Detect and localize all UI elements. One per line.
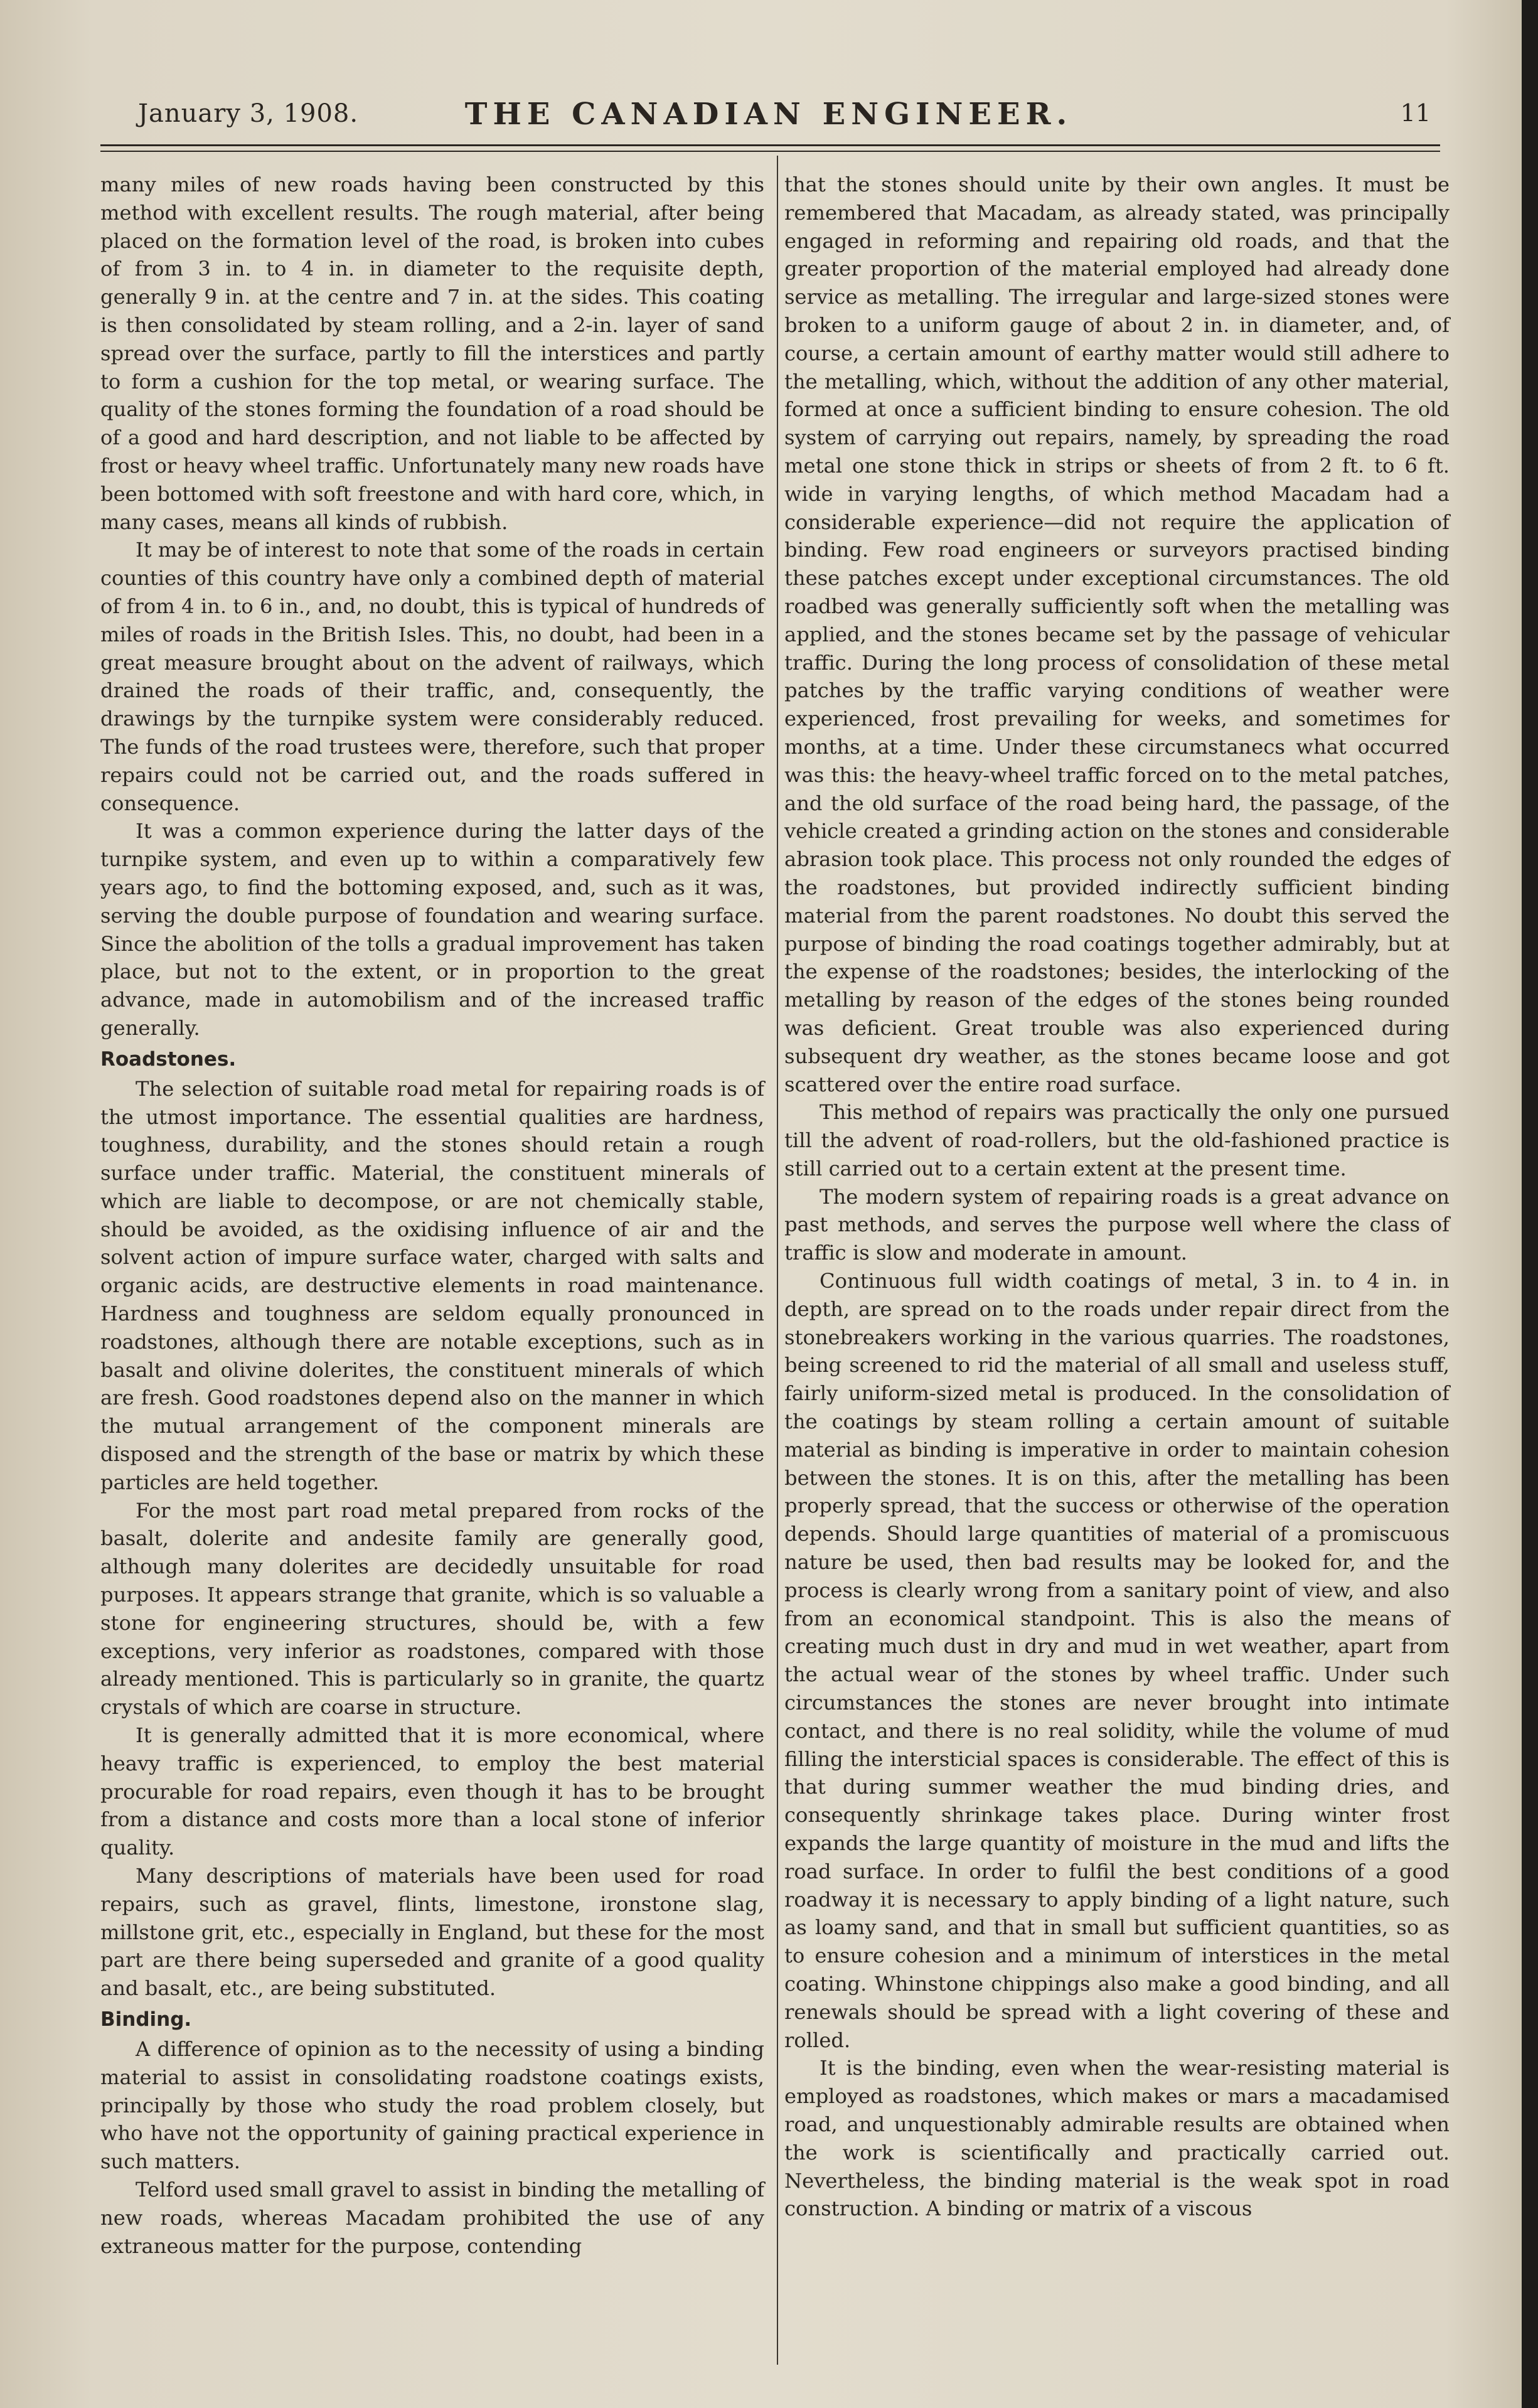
header-rule-secondary <box>100 151 1440 152</box>
paragraph: It was a common experience during the latter days of the turnpike system, and even up to within a comparatively few years ago, to find the bottoming exposed, and, such as it was, serving the double purpose of foundation and wearing surface. Since the abolition of the tolls a gradual improvement has taken place, but not to the extent, or in proportion to the great advance, made in automobilism and of the increased traffic generally. <box>100 819 764 1040</box>
left-column <box>100 171 764 2260</box>
paragraph: A difference of opinion as to the necessity of using a binding material to assist in consolidating roadstone coatings exists, principally by those who study the road problem closely, but who have not the opportunity of gaining practical experience in such matters. <box>100 2037 764 2174</box>
paragraph: The selection of suitable road metal for repairing roads is of the utmost importance. The essential qualities are hardness, toughness, durability, and the stones should retain a rough surface under traffic. Material, the constituent minerals of which are liable to decompose, or are not chemically stable, should be avoided, as the oxidising influence of air and the solvent action of impure surface water, charged with salts and organic acids, are destructive elements in road maintenance. Hardness and toughness are seldom equally pronounced in roadstones, although there are notable exceptions, such as in basalt and olivine dolerites, the constituent minerals of which are fresh. Good roadstones depend also on the manner in which the mutual arrangement of the component minerals are disposed and the strength of the base or matrix by which these particles are held together. <box>100 1076 764 1494</box>
page-edge <box>1522 0 1538 2408</box>
right-column <box>784 171 1450 2223</box>
paragraph: It may be of interest to note that some of the roads in certain counties of this country have only a combined depth of material of from 4 in. to 6 in., and, no doubt, this is typical of hundreds of miles of roads in the British Isles. This, no doubt, had been in a great measure brought about on the advent of railways, which drained the roads of their traffic, and, consequently, the drawings by the turnpike system were considerably reduced. The funds of the road trustees were, therefore, such that proper repairs could not be carried out, and the roads suffered in consequence. <box>100 538 764 815</box>
page-number: 11 <box>1400 99 1431 127</box>
header-rule <box>100 144 1440 146</box>
section-heading-roadstones: Roadstones. <box>100 1047 237 1071</box>
publication-title: THE CANADIAN ENGINEER. <box>464 97 1073 132</box>
section-heading-binding: Binding. <box>100 2008 192 2031</box>
paragraph: that the stones should unite by their own angles. It must be remembered that Macadam, as already stated, was principally engaged in reforming and repairing old roads, and that the greater proportion of the material employed had already done service as metalling. The irregular and large-sized stones were broken to a uniform gauge of about 2 in. in diameter, and, of course, a certain amount of earthy matter would still adhere to the metalling, which, without the addition of any other material, formed at once a sufficient binding to ensure cohesion. The old system of carrying out repairs, namely, by spreading the road metal one stone thick in strips or sheets of from 2 ft. to 6 ft. wide in varying lengths, of which method Macadam had a considerable experience—did not require the application of binding. Few road engineers or surveyors practised binding these patches except under exceptional circumstances. The old roadbed was generally sufficiently soft when the metalling was applied, and the stones became set by the passage of vehicular traffic. During the long process of consolidation of these metal patches by the traffic varying conditions of weather were experienced, frost prevailing for weeks, and sometimes for months, at a time. Under these circumstanecs what occurred was this: the heavy-wheel traffic forced on to the metal patches, and the old surface of the road being hard, the passage, of the vehicle created a grinding action on the stones and considerable abrasion took place. This process not only rounded the edges of the roadstones, but provided indirectly sufficient binding material from the parent roadstones. No doubt this served the purpose of binding the road coatings together admirably, but at the expense of the roadstones; besides, the interlocking of the metalling by reason of the edges of the stones being rounded was deficient. Great trouble was also experienced during subsequent dry weather, as the stones became loose and got scattered over the entire road surface. <box>784 173 1450 1096</box>
paragraph: Telford used small gravel to assist in binding the metalling of new roads, whereas Macadam prohibited the use of any extraneous matter for the purpose, contending <box>100 2177 764 2258</box>
paragraph: It is the binding, even when the wear-resisting material is employed as roadstones, which makes or mars a macadamised road, and unquestionably admirable results are obtained when the work is scientifically and practically carried out. Nevertheless, the binding material is the weak spot in road construction. A binding or matrix of a viscous <box>784 2056 1450 2221</box>
paragraph: many miles of new roads having been constructed by this method with excellent results. The rough material, after being placed on the formation level of the road, is broken into cubes of from 3 in. to 4 in. in diameter to the requisite depth, generally 9 in. at the centre and 7 in. at the sides. This coating is then consolidated by steam rolling, and a 2-in. layer of sand spread over the surface, partly to fill the interstices and partly to form a cushion for the top metal, or wearing surface. The quality of the stones forming the foundation of a road should be of a good and hard description, and not liable to be affected by frost or heavy wheel traffic. Unfortunately many new roads have been bottomed with soft freestone and with hard core, which, in many cases, means all kinds of rubbish. <box>100 173 764 534</box>
paragraph: Many descriptions of materials have been used for road repairs, such as gravel, flints, limestone, ironstone slag, millstone grit, etc., especially in England, but these for the most part are there being superseded and granite of a good quality and basalt, etc., are being substituted. <box>100 1864 764 2001</box>
paragraph: It is generally admitted that it is more economical, where heavy traffic is experienced, to employ the best material procurable for road repairs, even though it has to be brought from a distance and costs more than a local stone of inferior quality. <box>100 1723 764 1860</box>
paragraph: Continuous full width coatings of metal, 3 in. to 4 in. in depth, are spread on to the roads under repair direct from the stonebreakers working in the various quarries. The roadstones, being screened to rid the material of all small and useless stuff, fairly uniform-sized metal is produced. In the consolidation of the coatings by steam rolling a certain amount of suitable material as binding is imperative in order to maintain cohesion between the stones. It is on this, after the metalling has been properly spread, that the success or otherwise of the operation depends. Should large quantities of material of a promiscuous nature be used, then bad results may be looked for, and the process is clearly wrong from a sanitary point of view, and also from an economical standpoint. This is also the means of creating much dust in dry and mud in wet weather, apart from the actual wear of the stones by wheel traffic. Under such circumstances the stones are never brought into intimate contact, and there is no real solidity, while the volume of mud filling the intersticial spaces is considerable. The effect of this is that during summer weather the mud binding dries, and consequently shrinkage takes place. During winter frost expands the large quantity of moisture in the mud and lifts the road surface. In order to fulfil the best conditions of a good roadway it is necessary to apply binding of a light nature, such as loamy sand, and that in small but sufficient quantities, so as to ensure cohesion and a minimum of interstices in the metal coating. Whinstone chippings also make a good binding, and all renewals should be spread with a light covering of these and rolled. <box>784 1269 1450 2052</box>
column-divider <box>777 156 778 2365</box>
paragraph: The modern system of repairing roads is a great advance on past methods, and serves the purpose well where the class of traffic is slow and moderate in amount. <box>784 1184 1450 1265</box>
paragraph: For the most part road metal prepared from rocks of the basalt, dolerite and andesite family are generally good, although many dolerites are decidedly unsuitable for road purposes. It appears strange that granite, which is so valuable a stone for engineering structures, should be, with a few exceptions, very inferior as roadstones, compared with those already mentioned. This is particularly so in granite, the quartz crystals of which are coarse in structure. <box>100 1498 764 1720</box>
page-header <box>100 94 1437 132</box>
issue-date: January 3, 1908. <box>138 99 359 128</box>
paragraph: This method of repairs was practically the only one pursued till the advent of road-rollers, but the old-fashioned practice is still carried out to a certain extent at the present time. <box>784 1100 1450 1180</box>
